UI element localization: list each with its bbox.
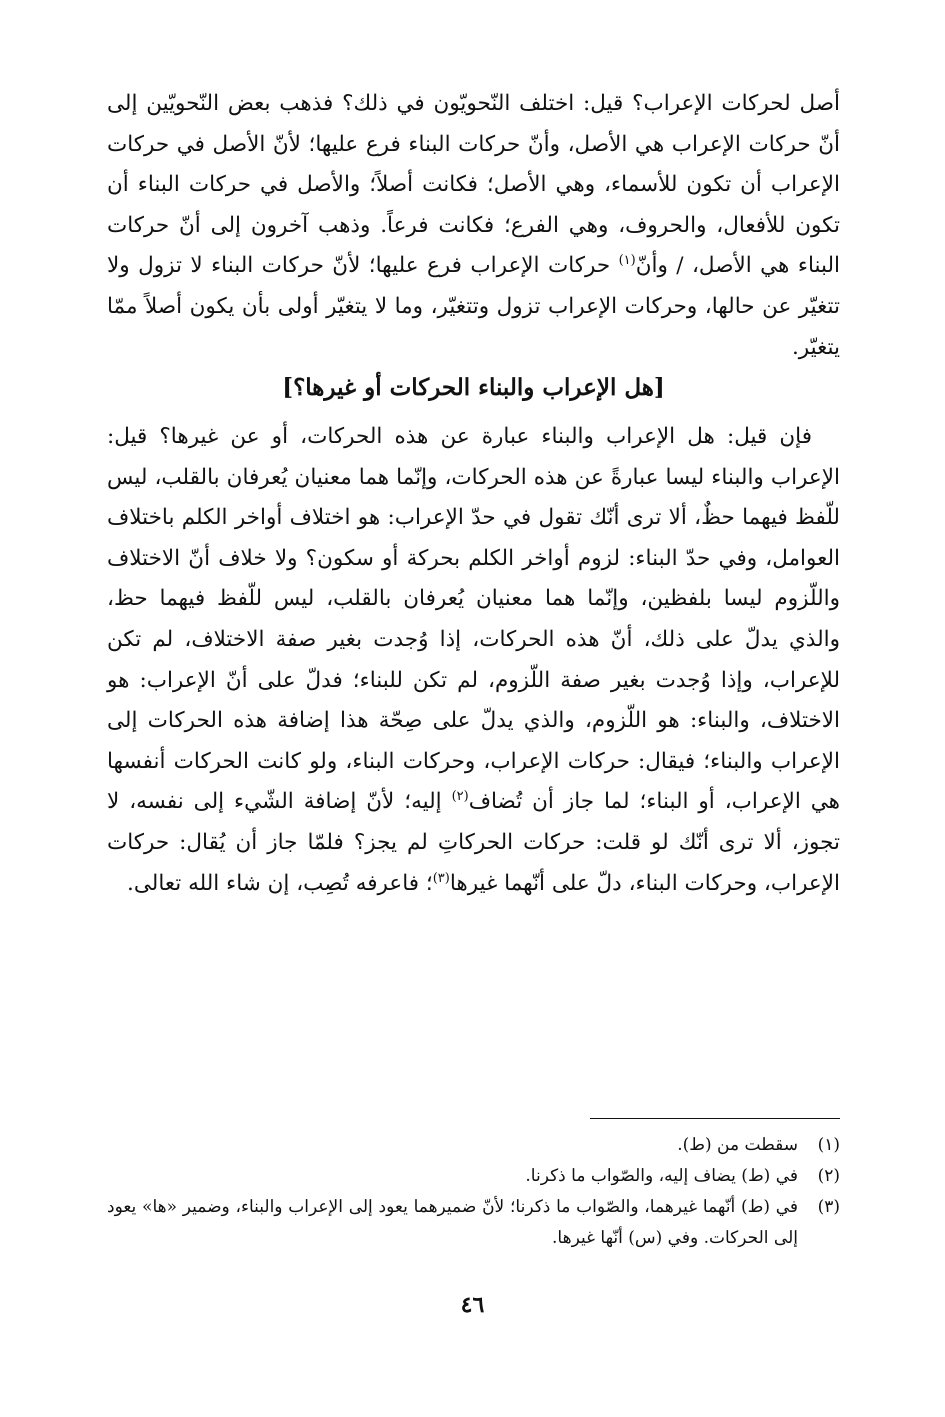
footnote-ref-2: (٢) xyxy=(451,789,469,805)
paragraph-2-part-2: إليه؛ لأنّ إضافة الشّيء إلى نفسه، لا تجوز، ألا ترى أنّك لو قلت: حركات الحركاتِ لم يجز؟ فلمّا جاز أن يُقال: حركات الإعراب، وحركات البناء، دلّ على أنّهما غيرها xyxy=(107,789,840,896)
footnote-item xyxy=(107,1161,840,1192)
paragraph-2-part-3: ؛ فاعرفه تُصِب، إن شاء الله تعالى. xyxy=(127,870,433,896)
footnote-text: في (ط) يضاف إليه، والصّواب ما ذكرنا. xyxy=(525,1166,798,1186)
footnote-item xyxy=(107,1130,840,1161)
footnote-divider xyxy=(590,1118,840,1119)
paragraph-2 xyxy=(107,417,840,904)
paragraph-2-part-1: فإن قيل: هل الإعراب والبناء عبارة عن هذه الحركات، أو عن غيرها؟ قيل: الإعراب والبناء ليسا عبارةً عن هذه الحركات، وإنّما هما معنيان يُعرفان بالقلب، ليس للّفظ فيهما حظٌ، ألا ترى أنّك تقول في حدّ الإعراب: هو اختلاف أواخر الكلم باختلاف العوامل، وفي حدّ البناء: لزوم أواخر الكلم بحركة أو سكون؟ ولا خلاف أنّ الاختلاف واللّزوم ليسا بلفظين، وإنّما هما معنيان يُعرفان بالقلب، ليس للّفظ فيهما حظ، والذي يدلّ على ذلك، أنّ هذه الحركات، إذا وُجدت بغير صفة الاختلاف، لم تكن للإعراب، وإذا وُجدت بغير صفة اللّزوم، لم تكن للبناء؛ فدلّ على أنّ الإعراب: هو الاختلاف، والبناء: هو اللّزوم، والذي يدلّ على صِحّة هذا إضافة هذه الحركات إلى الإعراب والبناء؛ فيقال: حركات الإعراب، وحركات البناء، ولو كانت الحركات أنفسها هي الإعراب، أو البناء؛ لما جاز أن تُضاف xyxy=(107,424,841,815)
footnote-number: (٣) xyxy=(817,1197,840,1217)
section-heading: [هل الإعراب والبناء الحركات أو غيرها؟] xyxy=(282,374,665,401)
paragraph-1 xyxy=(107,84,840,368)
paragraph-1-text xyxy=(107,84,840,368)
footnote-text: في (ط) أنّهما غيرهما، والصّواب ما ذكرنا؛ لأنّ ضميرهما يعود إلى الإعراب والبناء، وضمير «ها» يعود إلى الحركات. وفي (س) أنّها غيرها. xyxy=(107,1197,798,1248)
footnote-item xyxy=(107,1192,840,1254)
footnote-text: سقطت من (ط). xyxy=(677,1135,798,1155)
footnote-ref-1: (١) xyxy=(618,253,636,269)
footnotes xyxy=(107,1130,840,1254)
footnote-number: (٢) xyxy=(817,1166,840,1186)
footnote-ref-3: (٣) xyxy=(432,870,450,886)
paragraph-2-text xyxy=(107,417,840,904)
footnote-number: (١) xyxy=(817,1135,840,1155)
page-number: ٤٦ xyxy=(460,1292,485,1318)
paragraph-1-body: أصل لحركات الإعراب؟ قيل: اختلف النّحويّون في ذلك؟ فذهب بعض النّحويّين إلى أنّ حركات الإعراب هي الأصل، وأنّ حركات البناء فرع عليها؛ لأنّ الأصل في حركات الإعراب أن تكون للأسماء، وهي الأصل؛ فكانت أصلاً؛ والأصل في حركات البناء أن تكون للأفعال، والحروف، وهي الفرع؛ فكانت فرعاً. وذهب آخرون إلى أنّ حركات البناء هي الأصل، / وأنّ xyxy=(107,91,840,279)
paragraph-1-end: حركات الإعراب فرع عليها؛ لأنّ حركات البناء لا تزول ولا تتغيّر عن حالها، وحركات الإعراب تزول وتتغيّر، وما لا يتغيّر أولى بأن يكون أصلاً ممّا يتغيّر. xyxy=(107,253,840,360)
